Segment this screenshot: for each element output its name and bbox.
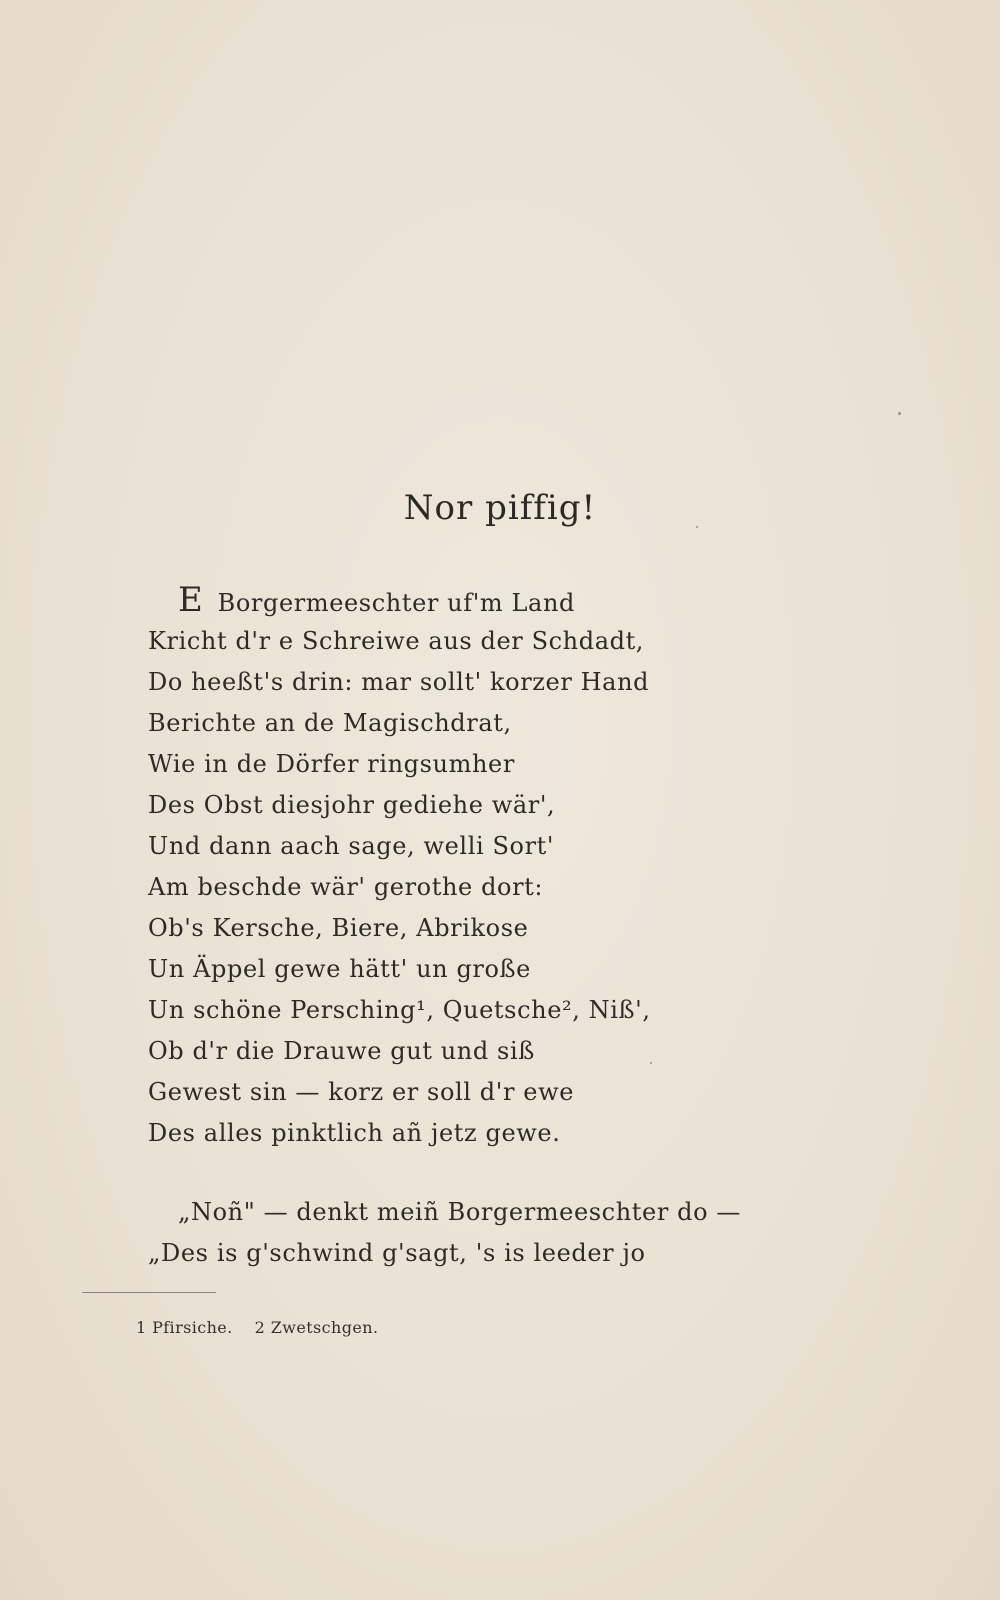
stanza-2 <box>148 1192 928 1274</box>
poem-line: Am beschde wär' gerothe dort: <box>148 873 544 901</box>
poem-line: Do heeßt's drin: mar sollt' korzer Hand <box>148 668 650 696</box>
poem-line: Un schöne Persching¹, Quetsche², Niß', <box>148 996 651 1024</box>
paper-speck <box>650 1062 652 1064</box>
paper-speck <box>696 526 698 528</box>
poem-line-rest: Borgermeeschter uf'm Land <box>209 589 575 617</box>
stanza-1 <box>148 580 928 1154</box>
poem-line: Des Obst diesjohr gediehe wär', <box>148 791 556 819</box>
poem-line: Berichte an de Magischdrat, <box>148 709 512 737</box>
poem-title: Nor piffig! <box>403 488 597 528</box>
poem-line: Kricht d'r e Schreiwe aus der Schdadt, <box>148 627 645 655</box>
poem-line <box>148 580 928 621</box>
poem-line: „Noñ" — denkt meiñ Borgermeeschter do — <box>178 1198 741 1226</box>
poem-line: Un Äppel gewe hätt' un große <box>148 955 531 983</box>
poem-line-text <box>178 580 575 620</box>
poem-line: Gewest sin — korz er soll d'r ewe <box>148 1078 575 1106</box>
footnote-divider <box>82 1292 216 1293</box>
poem-line: Ob d'r die Drauwe gut und siß <box>148 1037 535 1065</box>
paper-speck <box>898 412 901 415</box>
poem-line: Und dann aach sage, welli Sort' <box>148 832 555 860</box>
poem-line: Des alles pinktlich añ jetz gewe. <box>148 1119 561 1147</box>
poem-line: „Des is g'schwind g'sagt, 's is leeder jo <box>148 1239 646 1267</box>
footnote-2: 2 Zwetschgen. <box>254 1318 379 1337</box>
poem-line: Ob's Kersche, Biere, Abrikose <box>148 914 529 942</box>
drop-cap-letter: E <box>178 580 204 620</box>
footnote-1: 1 Pfirsiche. <box>136 1318 233 1337</box>
footnotes <box>136 1318 378 1337</box>
poem-line: Wie in de Dörfer ringsumher <box>148 750 515 778</box>
